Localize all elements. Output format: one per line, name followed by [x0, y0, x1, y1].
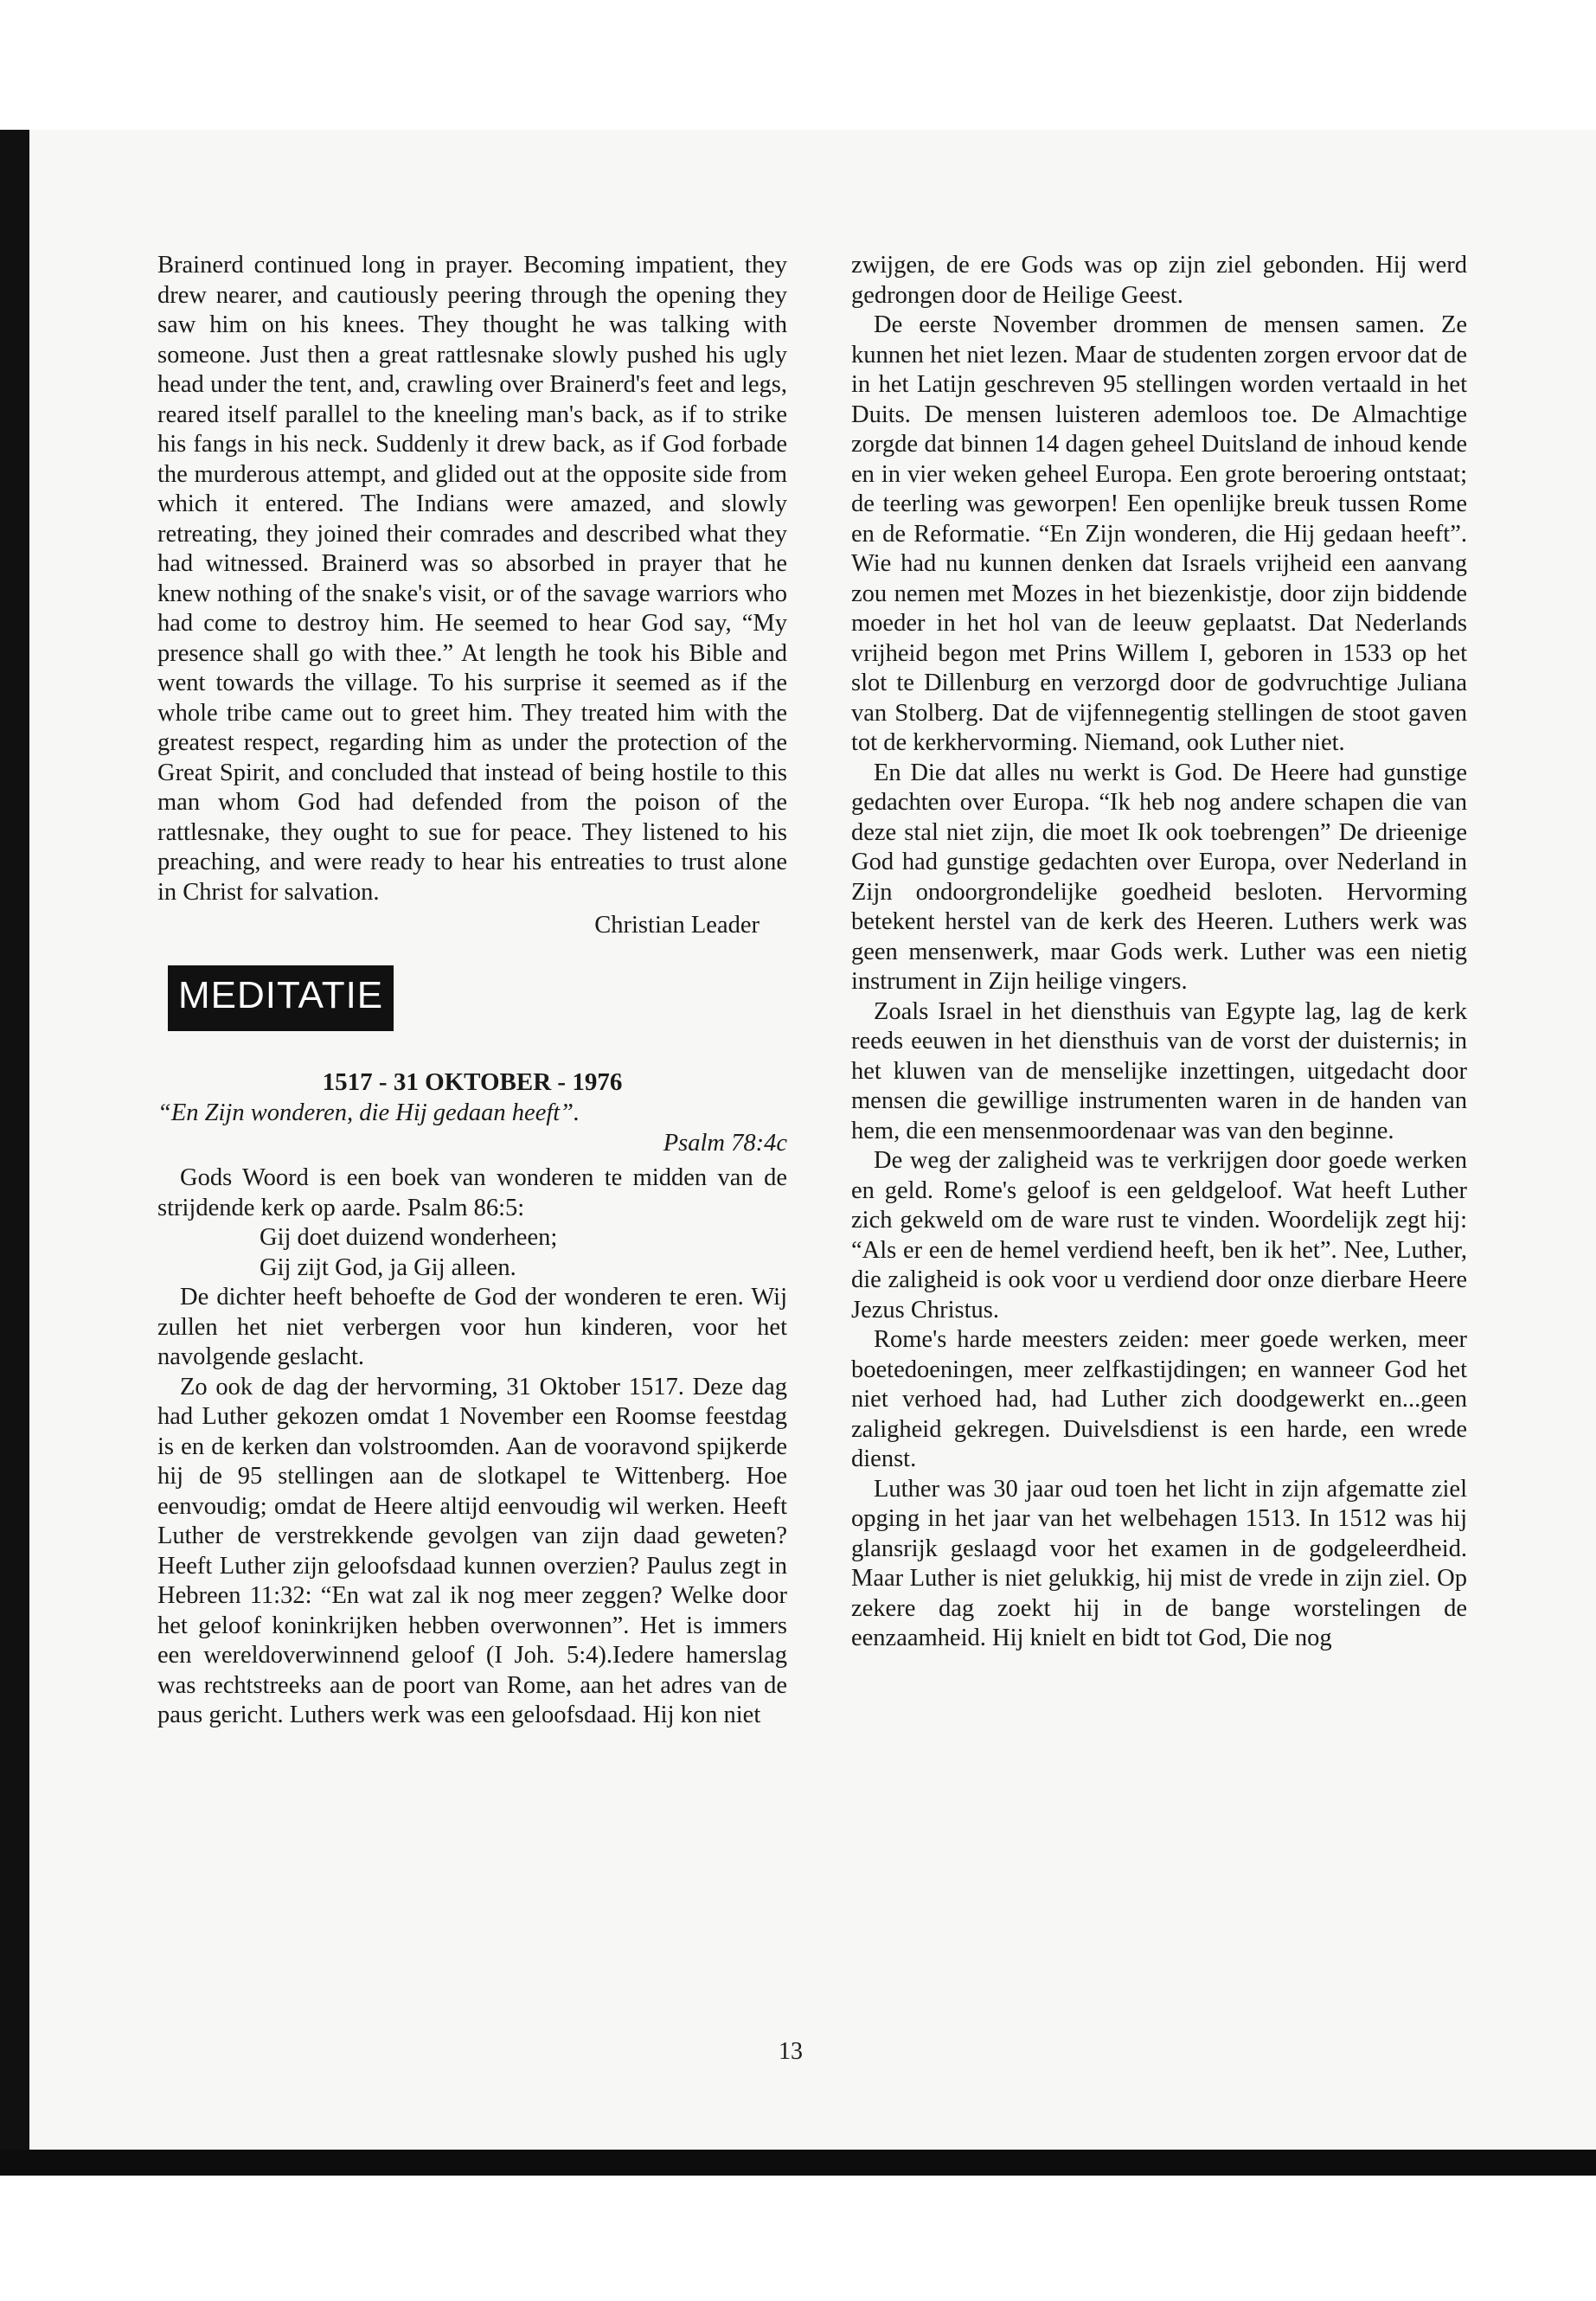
- meditation-reference: Psalm 78:4c: [663, 1129, 787, 1157]
- meditation-paragraph-2: De dichter heeft behoefte de God der wonderen te eren. Wij zullen het niet verbergen voor hun kinderen, voor het navolgende geslacht.: [157, 1284, 787, 1370]
- meditation-heading: 1517 - 31 OKTOBER - 1976: [322, 1067, 623, 1096]
- meditation-quote: “En Zijn wonderen, die Hij gedaan heeft”.: [157, 1099, 580, 1126]
- poem-line-2: Gij zijt God, ja Gij alleen.: [260, 1253, 516, 1281]
- right-paragraph-1: zwijgen, de ere Gods was op zijn ziel gebonden. Hij werd gedrongen door de Heilige Geest.: [851, 252, 1467, 309]
- right-paragraph-5: De weg der zaligheid was te verkrijgen door goede werken en geld. Rome's geloof is een geldgeloof. Wat heeft Luther zich gekweld om de ware rust te vinden. Woordelijk zegt hij: “Als er een de hemel verdiend heeft, ben ik het”. Nee, Luther, die zaligheid is ook voor u verdiend door onze dierbare Heere Jezus Christus.: [851, 1147, 1467, 1324]
- scan-left-edge: [0, 130, 29, 2150]
- meditation-paragraph-3: Zo ook de dag der hervorming, 31 Oktober 1517. Deze dag had Luther gekozen omdat 1 November een Roomse feestdag is en de kerken dan volstroomden. Aan de vooravond spijkerde hij de 95 stellingen aan de slotkapel te Wittenberg. Hoe eenvoudig; omdat de Heere altijd eenvoudig wil werken. Heeft Luther de verstrekkende gevolgen van zijn daad geweten? Heeft Luther zijn geloofsdaad kunnen overzien? Paulus zegt in Hebreen 11:32: “En wat zal ik nog meer zeggen? Welke door het geloof koninkrijken hebben overwonnen”. Het is immers een wereldoverwinnend geloof (I Joh. 5:4).Iedere hamerslag was rechtstreeks aan de poort van Rome, aan het adres van de paus gericht. Luthers werk was een geloofsdaad. Hij kon niet: [157, 1373, 787, 1728]
- right-paragraph-2: De eerste November drommen de mensen samen. Ze kunnen het niet lezen. Maar de studenten zorgen ervoor dat de in het Latijn geschreven 95 stellingen worden vertaald in het Duits. De mensen luisteren ademloos toe. De Almachtige zorgde dat binnen 14 dagen geheel Duitsland de inhoud kende en in vier weken geheel Europa. Een grote beroering ontstaat; de teerling was geworpen! Een openlijke breuk tussen Rome en de Reformatie. “En Zijn wonderen, die Hij gedaan heeft”. Wie had nu kunnen denken dat Israels vrijheid een aanvang zou nemen met Mozes in het biezenkistje, door zijn biddende moeder in het hol van de leeuw geplaatst. Dat Nederlands vrijheid begon met Prins Willem I, geboren in 1533 op het slot te Dillenburg en verzorgd door de godvruchtige Juliana van Stolberg. Dat de vijfennegentig stellingen de stoot gaven tot de kerkhervorming. Niemand, ook Luther niet.: [851, 311, 1467, 756]
- scan-bottom-margin: [0, 2176, 1596, 2301]
- left-column: [157, 251, 787, 1731]
- scan-bottom-band: [0, 2150, 1596, 2176]
- right-paragraph-3: En Die dat alles nu werkt is God. De Heere had gunstige gedachten over Europa. “Ik heb nog andere schapen die van deze stal niet zijn, die moet Ik ook toebrengen” De drieenige God had gunstige gedachten over Europa, over Nederland in Zijn ondoorgrondelijke goedheid besloten. Hervorming betekent herstel van de kerk des Heeren. Luthers werk was geen mensenwerk, maar Gods werk. Luther was een nietig instrument in Zijn heilige vingers.: [851, 759, 1467, 995]
- poem-line-1: Gij doet duizend wonderheen;: [260, 1224, 558, 1251]
- section-badge: MEDITATIE: [168, 965, 394, 1031]
- source-credit: Christian Leader: [594, 912, 760, 939]
- meditation-paragraph-1: Gods Woord is een boek van wonderen te midden van de strijdende kerk op aarde. Psalm 86:5:: [157, 1164, 787, 1221]
- right-column: [851, 251, 1467, 1654]
- right-paragraph-4: Zoals Israel in het diensthuis van Egypte lag, lag de kerk reeds eeuwen in het diensthuis van de vorst der duisternis; in het kluwen van de menselijke inzettingen, uitgedacht door mensen die gewillige instrumenten waren in de handen van hem, die een mensenmoordenaar was van den beginne.: [851, 997, 1467, 1144]
- page-number: 13: [779, 2038, 803, 2065]
- story-paragraph: Brainerd continued long in prayer. Becoming impatient, they drew nearer, and cautiously peering through the opening they saw him on his knees. They thought he was talking with someone. Just then a great rattlesnake slowly pushed his ugly head under the tent, and, crawling over Brainerd's feet and legs, reared itself parallel to the kneeling man's back, as if to strike his fangs in his neck. Suddenly it drew back, as if God forbade the murderous attempt, and glided out at the opposite side from which it entered. The Indians were amazed, and slowly retreating, they joined their comrades and described what they had witnessed. Brainerd was so absorbed in prayer that he knew nothing of the snake's visit, or of the savage warriors who had come to destroy him. He seemed to hear God say, “My presence shall go with thee.” At length he took his Bible and went towards the village. To his surprise it seemed as if the whole tribe came out to greet him. They treated him with the greatest respect, regarding him as under the protection of the Great Spirit, and concluded that instead of being hostile to this man whom God had defended from the poison of the rattlesnake, they ought to sue for peace. They listened to his preaching, and were ready to hear his entreaties to trust alone in Christ for salvation.: [157, 252, 787, 906]
- right-paragraph-6: Rome's harde meesters zeiden: meer goede werken, meer boetedoeningen, meer zelfkastijdingen; en wanneer God het niet verhoed had, had Luther zich doodgewerkt en...geen zaligheid gekregen. Duivelsdienst is een harde, een wrede dienst.: [851, 1326, 1467, 1472]
- right-paragraph-7: Luther was 30 jaar oud toen het licht in zijn afgematte ziel opging in het jaar van het welbehagen 1513. In 1512 was hij glansrijk geslaagd voor het examen in de godgeleerdheid. Maar Luther is niet gelukkig, hij mist de vrede in zijn ziel. Op zekere dag zoekt hij in de bange worstelingen de eenzaamheid. Hij knielt en bidt tot God, Die nog: [851, 1475, 1467, 1651]
- scan-top-margin: [0, 0, 1596, 138]
